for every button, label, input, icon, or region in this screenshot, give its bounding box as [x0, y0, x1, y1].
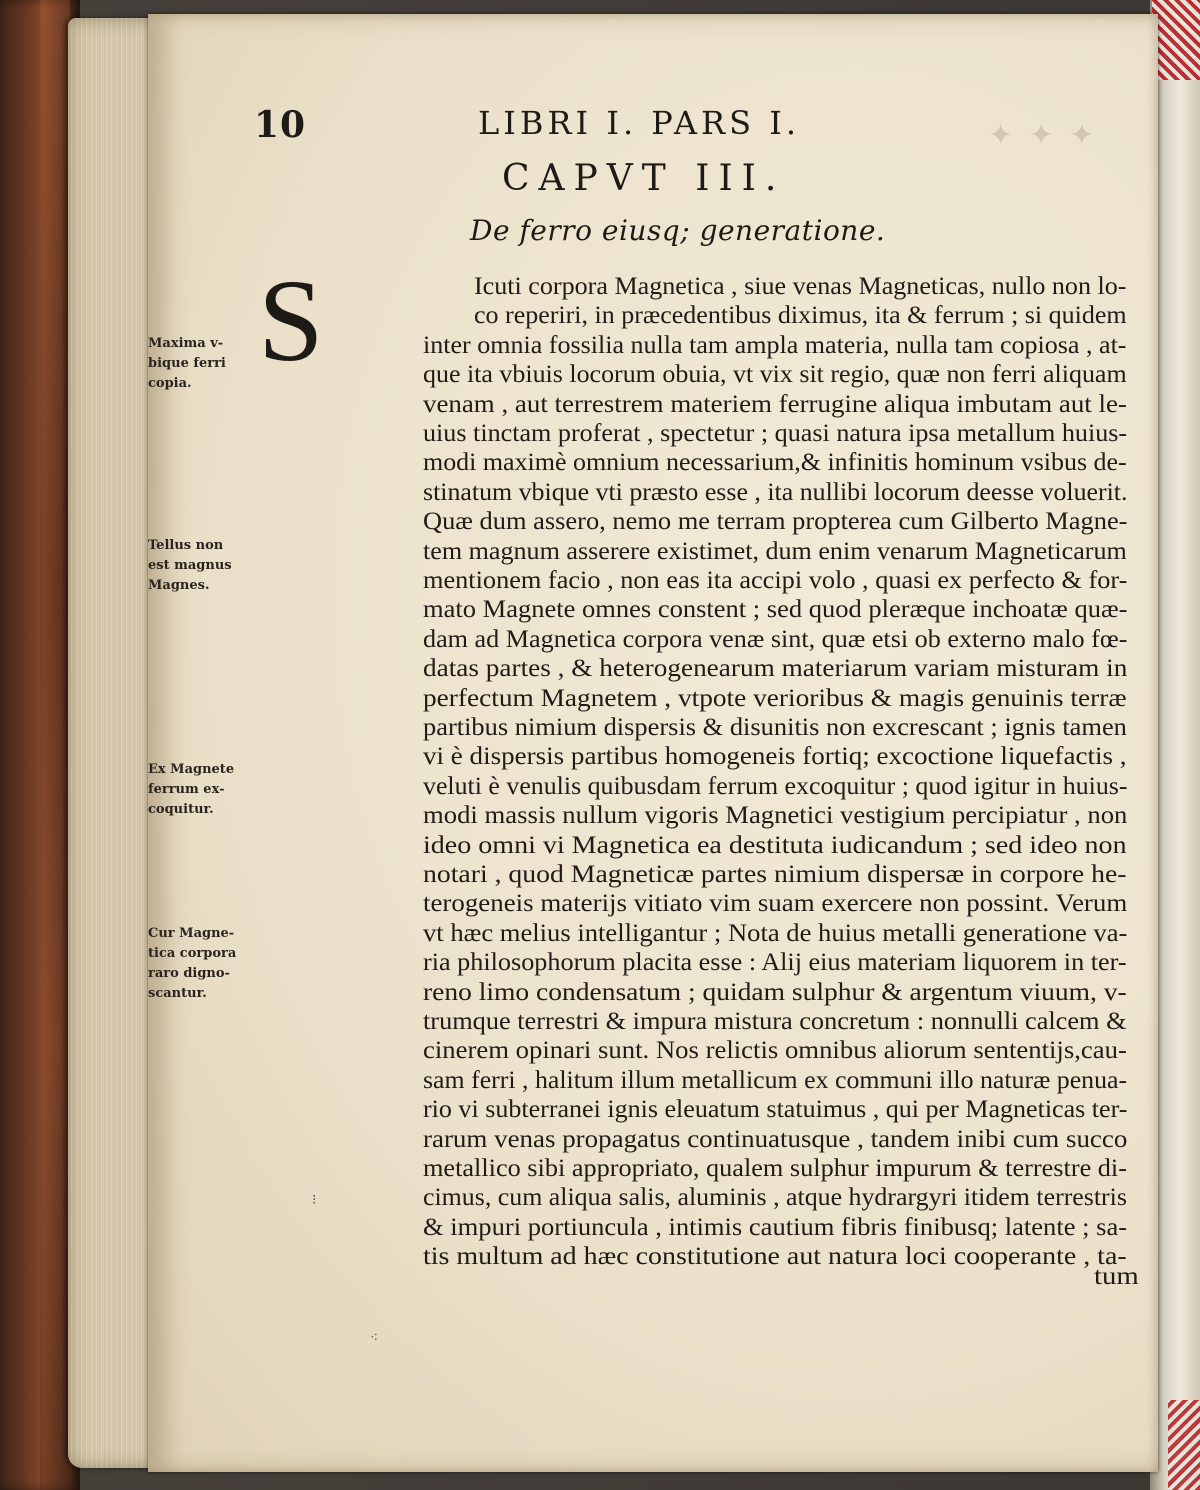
margin-note-4	[148, 924, 260, 1004]
body-line: veluti è venulis quibusdam ferrum excoquitur ; quod igitur in huius-	[423, 772, 1128, 800]
body-line: partibus nimium dispersis & disunitis non excrescant ; ignis tamen	[423, 714, 1127, 741]
margin-note-line: Maxima v-	[148, 336, 224, 351]
section-title: De ferro eiusq; generatione.	[470, 214, 886, 247]
stray-ink-mark: ⁖	[370, 1330, 379, 1346]
margin-note-line: copia.	[148, 376, 192, 391]
body-line: terogeneis materijs vitiato vim suam exercere non possint. Verum	[423, 890, 1128, 918]
body-line: cinerem opinari sunt. Nos relictis omnibus aliorum sententijs,cau-	[423, 1037, 1127, 1065]
body-line: datas partes , & heterogenearum materiarum variam misturam in	[423, 655, 1128, 683]
margin-note-1	[148, 334, 260, 394]
body-line: uius tinctam proferat , spectetur ; quasi natura ipsa metallum huius-	[423, 420, 1128, 447]
folio-number: 10	[254, 104, 307, 146]
margin-note-line: tica corpora	[148, 946, 237, 961]
chapter-title: CAPVT III.	[502, 158, 786, 199]
body-line: tum	[1094, 1263, 1139, 1291]
body-line: stinatum vbique vti præsto esse , ita nullibi locorum deesse voluerit.	[423, 478, 1128, 506]
red-cloth-marker-top	[1152, 0, 1200, 80]
body-line: que ita vbiuis locorum obuia, vt vix sit regio, quæ non ferri aliquam	[423, 361, 1127, 389]
show-through-text: ✦ ✦ ✦	[988, 119, 1099, 152]
margin-note-line: coquitur.	[148, 802, 214, 817]
body-line: cimus, cum aliqua salis, aluminis , atque hydrargyri itidem terrestris	[423, 1184, 1127, 1212]
body-line: & impuri portiuncula , intimis cautium fibris finibusq; latente ; sa-	[423, 1213, 1128, 1241]
margin-note-line: raro digno-	[148, 966, 230, 981]
body-line: Icuti corpora Magnetica , siue venas Magneticas, nullo non lo-	[474, 273, 1127, 300]
margin-note-line: Cur Magne-	[148, 926, 235, 941]
margin-note-3	[148, 760, 260, 820]
drop-cap: S	[258, 255, 324, 386]
body-line: Quæ dum assero, nemo me terram propterea cum Gilberto Magne-	[423, 508, 1128, 536]
body-line: inter omnia fossilia nulla tam ampla materia, nulla tam copiosa , at-	[423, 331, 1127, 359]
body-line: rio vi subterranei ignis eleuatum statuimus , qui per Magneticas ter-	[423, 1096, 1128, 1124]
body-line: vi è dispersis partibus homogeneis fortiq; excoctione liquefactis ,	[423, 743, 1127, 771]
margin-note-line: Ex Magnete	[148, 762, 235, 777]
body-line: co reperiri, in præcedentibus diximus, ita & ferrum ; si quidem	[474, 302, 1127, 330]
margin-note-line: ferrum ex-	[148, 782, 225, 797]
body-line: vt hæc melius intelligantur ; Nota de huius metalli generatione va-	[423, 919, 1128, 947]
margin-note-line: Tellus non	[148, 538, 224, 553]
body-line: ideo omni vi Magnetica ea destituta iudicandum ; sed ideo non	[423, 831, 1127, 859]
body-line: venam , aut terrestrem materiem ferrugine aliqua imbutam aut le-	[423, 390, 1127, 418]
margin-note-line: scantur.	[148, 986, 207, 1001]
body-line: mato Magnete omnes constent ; sed quod pleræque inchoatæ quæ-	[423, 596, 1128, 624]
margin-note-line: est magnus	[148, 558, 232, 573]
body-line: reno limo condensatum ; quidam sulphur & argentum viuum, v-	[423, 978, 1127, 1006]
margin-note-line: Magnes.	[148, 578, 210, 593]
body-line: notari , quod Magneticæ partes nimium dispersæ in corpore he-	[423, 861, 1127, 888]
body-line: mentionem facio , non eas ita accipi volo , quasi ex perfecto & for-	[423, 567, 1128, 594]
body-line: modi massis nullum vigoris Magnetici vestigium percipiatur , non	[423, 802, 1128, 830]
running-head: LIBRI I. PARS I.	[478, 104, 800, 142]
red-cloth-marker-bottom	[1168, 1400, 1200, 1490]
margin-note-2	[148, 536, 260, 596]
body-line: ria philosophorum placita esse : Alij eius materiam liquorem in ter-	[423, 949, 1127, 977]
body-line: modi maximè omnium necessarium,& infinitis hominum vsibus de-	[423, 449, 1127, 477]
body-line: tem magnum asserere existimet, dum enim venarum Magneticarum	[423, 537, 1127, 565]
body-line: rarum venas propagatus continuatusque , tandem inibi cum succo	[423, 1125, 1128, 1153]
body-line: tis multum ad hæc constitutione aut natura loci cooperante , ta-	[423, 1243, 1127, 1271]
body-line: sam ferri , halitum illum metallicum ex communi illo naturæ penua-	[423, 1066, 1128, 1094]
body-line: perfectum Magnetem , vtpote verioribus & magis genuinis terræ	[423, 684, 1127, 712]
body-line: trumque terrestri & impura mistura concretum : nonnulli calcem &	[423, 1008, 1127, 1035]
body-line: metallico sibi appropriato, qualem sulphur impurum & terrestre di-	[423, 1155, 1127, 1182]
body-line: dam ad Magnetica corpora venæ sint, quæ etsi ob externo malo fœ-	[423, 625, 1128, 653]
margin-note-line: bique ferri	[148, 356, 226, 371]
stray-ink-mark: ⁝	[312, 1192, 317, 1208]
